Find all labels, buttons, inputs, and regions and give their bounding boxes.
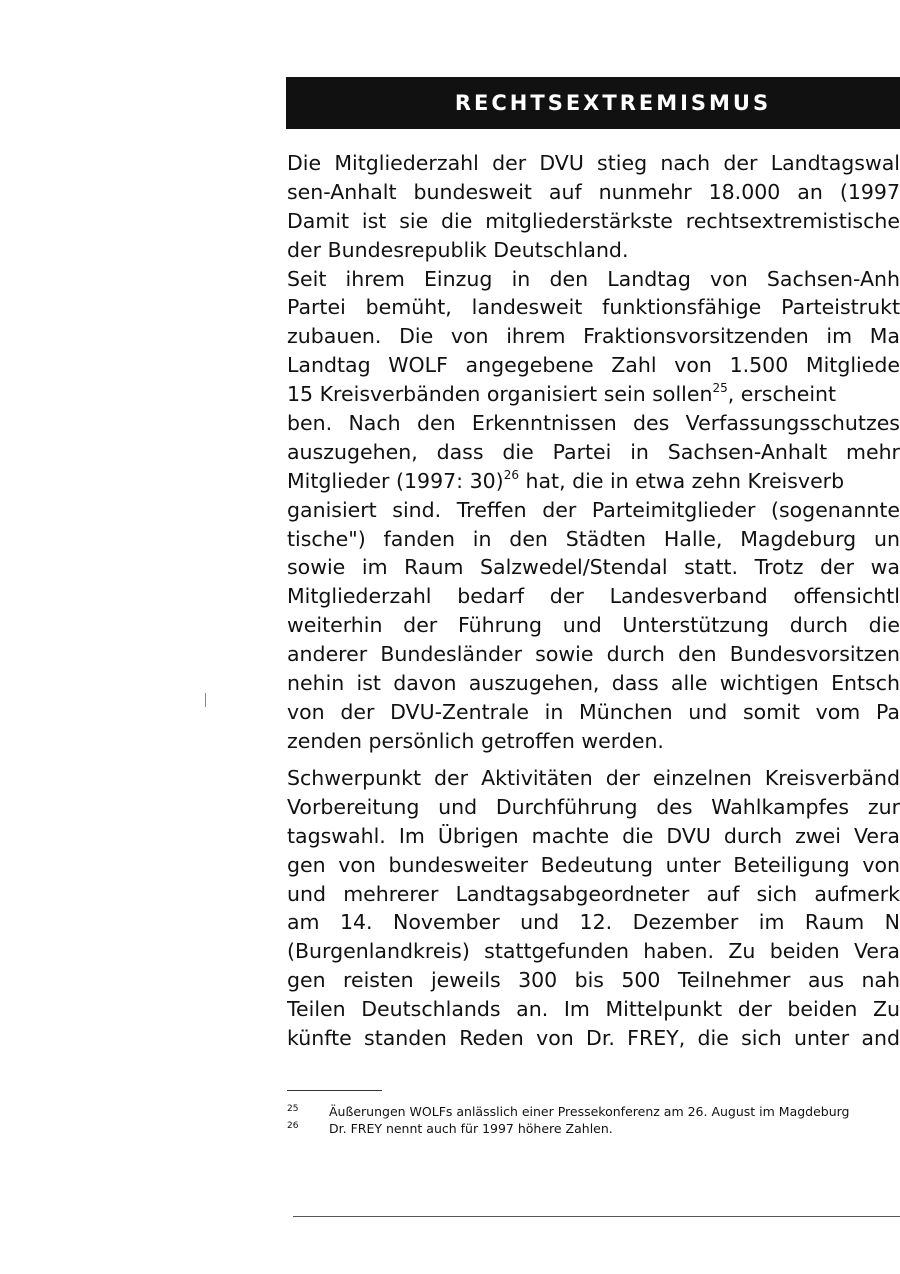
text-segment: , erscheint [727,382,837,407]
text-line: tische") fanden in den Städten Halle, Magdeburg un [287,526,900,551]
text-line: Landtag WOLF angegebene Zahl von 1.500 Mitgliede [287,353,900,378]
text-line: anderer Bundesländer sowie durch den Bundesvorsitzen [287,642,900,667]
paragraph-2 [287,764,900,1053]
text-line: Seit ihrem Einzug in den Landtag von Sachsen-Anh [287,266,900,291]
text-line: Die Mitgliederzahl der DVU stieg nach der Landtagswal [287,151,900,175]
section-header-bar [286,77,900,129]
text-line: künfte standen Reden von Dr. FREY, die sich unter and [287,1026,900,1051]
footnote-text: Äußerungen WOLFs anlässlich einer Pressekonferenz am 26. August im Magdeburg [329,1104,850,1119]
footnote-number: 26 [287,1121,299,1131]
text-line: der Bundesrepublik Deutschland. [287,237,629,262]
text-line: zenden persönlich getroffen werden. [287,728,664,753]
text-line: nehin ist davon auszugehen, dass alle wichtigen Entsch [287,671,900,696]
text-line: weiterhin der Führung und Unterstützung durch die [287,613,900,638]
footnote-26 [287,1120,900,1137]
text-line: gen von bundesweiter Bedeutung unter Beteiligung von [287,852,900,877]
footnote-number: 25 [287,1104,299,1114]
text-segment: Mitglieder (1997: 30) [287,468,504,493]
margin-mark [205,693,206,707]
text-line: Teilen Deutschlands an. Im Mittelpunkt der beiden Zu [287,997,900,1022]
text-line: Partei bemüht, landesweit funktionsfähige Parteistrukt [287,295,900,320]
section-title: RECHTSEXTREMISMUS [454,91,772,115]
text-line: gen reisten jeweils 300 bis 500 Teilnehmer aus nah [287,968,900,993]
text-line: am 14. November und 12. Dezember im Raum N [287,910,900,935]
footnotes [287,1103,900,1137]
text-line [287,467,900,496]
footnote-25 [287,1103,900,1120]
text-line: ben. Nach den Erkenntnissen des Verfassungsschutzes [287,411,900,436]
text-line: sen-Anhalt bundesweit auf nunmehr 18.000 an (1997 [287,179,900,204]
text-line: ganisiert sind. Treffen der Parteimitglieder (sogenannte [287,497,900,522]
text-line: tagswahl. Im Übrigen machte die DVU durch zwei Vera [287,823,900,848]
page-bottom-rule [293,1216,900,1217]
text-line: Vorbereitung und Durchführung des Wahlkampfes zur [287,794,900,819]
text-line: und mehrerer Landtagsabgeordneter auf sich aufmerk [287,881,900,906]
text-line: (Burgenlandkreis) stattgefunden haben. Zu beiden Vera [287,939,900,964]
paragraph-1 [287,149,900,756]
text-line: von der DVU-Zentrale in München und somit vom Pa [287,699,900,724]
text-segment: hat, die in etwa zehn Kreisverb [518,468,845,493]
text-segment: 15 Kreisverbänden organisiert sein sollen [287,382,713,407]
text-line: zubauen. Die von ihrem Fraktionsvorsitzenden im Ma [287,324,900,349]
footnote-separator [287,1090,382,1091]
footnote-ref-26[interactable]: 26 [503,467,519,482]
text-line: sowie im Raum Salzwedel/Stendal statt. Trotz der wa [287,555,900,580]
text-line: Schwerpunkt der Aktivitäten der einzelnen Kreisverbänd [287,766,900,790]
text-line: Mitgliederzahl bedarf der Landesverband offensichtl [287,584,900,609]
text-line [287,380,900,409]
text-line: Damit ist sie die mitgliederstärkste rechtsextremistische [287,208,900,233]
footnote-ref-25[interactable]: 25 [712,381,728,396]
text-line: auszugehen, dass die Partei in Sachsen-Anhalt mehr [287,439,900,464]
footnote-text: Dr. FREY nennt auch für 1997 höhere Zahlen. [329,1121,613,1136]
